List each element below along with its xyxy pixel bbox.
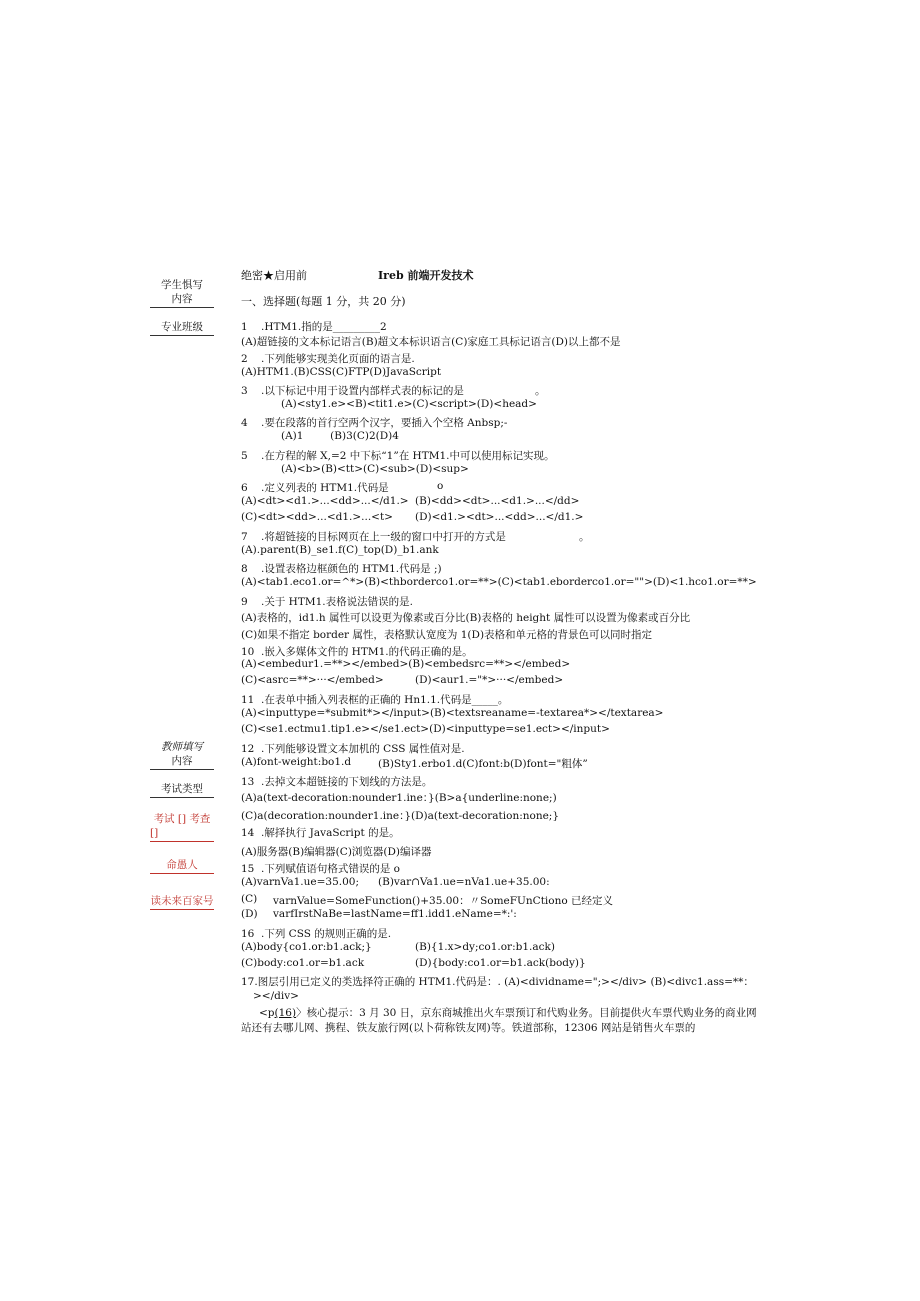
question-number: 7 <box>241 531 248 543</box>
question-2 <box>241 351 415 366</box>
question-stem: .下列 CSS 的规则正确的是. <box>261 928 392 940</box>
passage-tag: (16) <box>274 1007 297 1019</box>
question-2-options: (A)HTM1.(B)CSS(C)FTP(D)JavaScript <box>241 366 442 378</box>
question-5-options: (A)<b>(B)<tt>(C)<sub>(D)<sup> <box>281 463 469 475</box>
question-1-options: (A)超链接的文本标记语言(B)超文本标识语言(C)家庭工具标记语言(D)以上都不是 <box>241 336 621 348</box>
question-15-option-b: (B)var∩Va1.ue=nVa1.ue+35.00: <box>378 876 550 888</box>
question-17-line2: ></div> <box>253 990 299 1002</box>
question-13-options-line1: (A)a(text-decoration:nounder1.ine：}(B>a{underline:none;) <box>241 792 557 804</box>
teacher-fill-label <box>150 740 214 770</box>
question-number: 15 <box>241 863 255 875</box>
question-8 <box>241 561 442 576</box>
question-number: 13 <box>241 776 255 788</box>
question-13 <box>241 774 432 789</box>
question-15-option-d: varfIrstNaBe=lastName=ff1.idd1.eName=*:': <box>273 908 517 920</box>
reader-text: 读未来百家号 <box>150 894 214 910</box>
teacher-fill-line1: 教师填写 <box>161 741 203 753</box>
question-16-option-d: (D){body:co1.or=b1.ack(body)} <box>415 957 586 969</box>
question-stem: .去掉文本超链接的下划线的方法是。 <box>261 776 433 788</box>
question-12-options-rest: (B)Sty1.erbo1.d(C)font:b(D)font="粗体” <box>378 758 588 770</box>
question-stem: .解择执行 JavaScript 的是。 <box>261 827 400 839</box>
passage-paragraph <box>241 1006 761 1036</box>
question-number: 5 <box>241 450 248 462</box>
question-10-option-c: (C)<asrc=**>···</embed> <box>241 674 384 686</box>
question-number: 8 <box>241 563 248 575</box>
exam-type-label <box>150 782 214 798</box>
major-class-label <box>150 320 214 336</box>
question-5 <box>241 448 555 463</box>
question-number: 4 <box>241 417 248 429</box>
question-number: 12 <box>241 743 255 755</box>
question-number: 11 <box>241 694 255 706</box>
question-stem: .定义列表的 HTM1.代码是 <box>261 482 389 494</box>
question-7-options: (A).parent(B)_se1.f(C)_top(D)_b1.ank <box>241 544 439 556</box>
secret-mark: 绝密★启用前 <box>241 269 307 282</box>
question-6-option-a: (A)<dt><d1.>...<dd>...</d1.> <box>241 495 409 507</box>
question-stem: .以下标记中用于设置内部样式表的标记的是 <box>261 385 464 397</box>
question-13-options-line2: (C)a(decoration:nounder1.ine：}(D)a(text-decoration:none;} <box>241 810 560 822</box>
question-6-option-b: (B)<dd><dt>...<d1.>...</dd> <box>415 495 580 507</box>
student-fill-line2: 内容 <box>150 292 214 308</box>
question-stem: .关于 HTM1.表格说法错误的是. <box>261 596 413 608</box>
exam-header <box>241 267 474 283</box>
reader-label <box>150 894 214 910</box>
question-number: 16 <box>241 928 255 940</box>
question-11-options-line2: (C)<se1.ectmu1.tip1.e></se1.ect>(D)<inputtype=se1.ect></input> <box>241 723 610 735</box>
question-11 <box>241 692 508 707</box>
exam-check-label <box>150 812 214 842</box>
question-16 <box>241 926 391 941</box>
question-stem: .要在段落的首行空两个汉字，要插入个空格 Anbsp;- <box>261 417 508 429</box>
question-3-options: (A)<sty1.e><B)<tit1.e>(C)<script>(D)<head> <box>281 398 537 410</box>
question-stem: .设置表格边框颜色的 HTM1.代码是 ;) <box>261 563 442 575</box>
question-7 <box>241 529 506 544</box>
question-11-options-line1: (A)<inputtype=*submit*></input>(B)<textsreaname=-textarea*></textarea> <box>241 707 664 719</box>
question-9-options-line2: (C)如果不指定 border 属性，表格默认宽度为 1(D)表格和单元格的背景色可以同时指定 <box>241 629 653 641</box>
section-title: 一、选择题(每题 1 分，共 20 分) <box>241 295 406 308</box>
exam-check-line1: 考试 [] 考查 <box>153 813 211 825</box>
question-17-line1: 17.图层引用已定义的类选择符正确的 HTM1.代码是：. (A)<dividname=";></div> (B)<divc1.ass=**： <box>241 976 754 988</box>
question-16-option-c: (C)body:co1.or=b1.ack <box>241 957 365 969</box>
question-3-period: 。 <box>535 385 546 397</box>
question-8-options: (A)<tab1.eco1.or=^*>(B)<thborderco1.or=**>(C)<tab1.eborderco1.or="">(D)<1.hco1.or=**> <box>241 576 757 588</box>
question-stem: .下列赋值语句格式错误的是 o <box>261 863 400 875</box>
question-9-options-line1: (A)表格的，id1.h 属性可以设更为像素或百分比(B)表格的 height 属性可以设置为像素或百分比 <box>241 612 691 624</box>
question-number: 10 <box>241 646 255 658</box>
question-number: 2 <box>241 353 248 365</box>
question-3 <box>241 383 464 398</box>
student-fill-line1: 学生惧写 <box>161 279 203 291</box>
question-15-option-c: varnValue=SomeFunction()+35.00：〃SomeFUnCtiono 已经定义 <box>273 895 614 907</box>
exam-check-line2: [] <box>150 826 214 842</box>
question-7-period: 。 <box>579 531 590 543</box>
student-fill-label <box>150 278 214 308</box>
question-6-mark: o <box>437 480 444 492</box>
question-1 <box>241 319 387 334</box>
question-stem: .在表单中插入列表框的正确的 Hn1.1.代码是_____。 <box>261 694 509 706</box>
question-stem: .将超链接的目标网页在上一级的窗口中打开的方式是 <box>261 531 506 543</box>
teacher-fill-line2: 内容 <box>150 754 214 770</box>
question-6-option-c: (C)<dt><dd>...<d1.>...<t> <box>241 511 393 523</box>
question-15 <box>241 861 400 876</box>
question-14 <box>241 825 400 840</box>
question-10-option-d: (D)<aur1.="*>···</embed> <box>415 674 564 686</box>
question-10-options-line1: (A)<embedur1.=**></embed>(B)<embedsrc=**></embed> <box>241 658 571 670</box>
question-6 <box>241 480 389 495</box>
question-stem: .下列能够设置文本加机的 CSS 属性值对是. <box>261 743 465 755</box>
major-class-text: 专业班级 <box>150 320 214 336</box>
question-10 <box>241 644 473 659</box>
question-14-options: (A)服务器(B)编辑器(C)浏览器(D)编译器 <box>241 846 432 858</box>
question-number: 14 <box>241 827 255 839</box>
question-16-option-b: (B){1.x>dy;co1.or:b1.ack) <box>415 941 555 953</box>
question-stem: .嵌入多媒体文件的 HTM1.的代码正确的是。 <box>261 646 473 658</box>
question-number: 1 <box>241 321 248 333</box>
question-15-option-d-label: (D) <box>241 908 258 920</box>
passage-lead: <p <box>259 1007 275 1019</box>
question-4 <box>241 415 507 430</box>
question-number: 6 <box>241 482 248 494</box>
exam-type-text: 考试类型 <box>150 782 214 798</box>
question-15-option-c-label: (C) <box>241 893 258 905</box>
question-9 <box>241 594 413 609</box>
setter-text: 命愚人 <box>150 858 214 874</box>
question-12 <box>241 741 465 756</box>
question-4-options: (A)1 (B)3(C)2(D)4 <box>281 430 399 442</box>
question-15-option-a: (A)varnVa1.ue=35.00; <box>241 876 360 888</box>
passage-text: 〉核心提示：3 月 30 日，京东商城推出火车票预订和代购业务。目前提供火车票代购业务的商业网站还有去哪儿网、携程、铁友旅行网(以卜荷称铁友网)等。铁道部称，12306 网站是销售火车票的 <box>241 1007 757 1034</box>
question-stem: .下列能够实现美化页面的语言是. <box>261 353 415 365</box>
question-16-option-a: (A)body{co1.or:b1.ack;} <box>241 941 372 953</box>
question-stem: .在方程的解 X,=2 中下标“1”在 HTM1.中可以使用标记实现。 <box>261 450 555 462</box>
question-12-option-a: (A)font-weight:bo1.d <box>241 756 352 768</box>
setter-label <box>150 858 214 874</box>
question-stem: .HTM1.指的是_________2 <box>261 321 387 333</box>
question-number: 3 <box>241 385 248 397</box>
question-number: 9 <box>241 596 248 608</box>
question-6-option-d: (D)<d1.><dt>...<dd>...</d1.> <box>415 511 584 523</box>
exam-title: Ireb 前端开发技术 <box>378 269 474 282</box>
